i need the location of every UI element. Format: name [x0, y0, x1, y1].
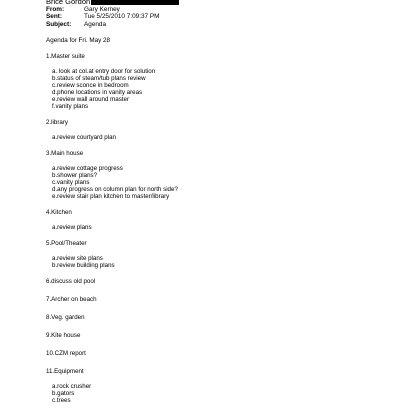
section-title: 8.Veg. garden: [46, 314, 85, 321]
section-title: 10.CZM report: [46, 350, 86, 357]
sent-label: Sent:: [46, 13, 62, 21]
agenda-section: [46, 278, 178, 285]
agenda-item: a.review plans: [52, 224, 92, 231]
section-items: [46, 68, 178, 110]
agenda-item: c.trees: [52, 397, 71, 404]
from-label: From:: [46, 6, 65, 13]
section-items: [46, 165, 178, 200]
section-title: 1.Master suite: [46, 53, 85, 60]
section-title: 2.library: [46, 119, 69, 126]
from-row: [46, 6, 159, 13]
recipient-name: Brice Gordon: [46, 0, 91, 6]
section-title: 3.Main house: [46, 150, 84, 157]
agenda-section: [46, 240, 178, 269]
agenda-item: f.vanity plans: [52, 103, 89, 110]
section-title: 4.Kitchen: [46, 209, 72, 216]
agenda-sections: [46, 53, 178, 413]
agenda-section: [46, 150, 178, 200]
section-title: 9.Kite house: [46, 332, 81, 339]
agenda-item: d.any progress on column plan for north side?: [52, 186, 178, 193]
section-items: [46, 134, 178, 141]
sent-row: [46, 13, 159, 20]
section-title: 11.Equipment: [46, 368, 84, 375]
agenda-item: c.review sconce in bedroom: [52, 82, 129, 89]
agenda-item: a.review site plans: [52, 255, 103, 262]
agenda-item: b.shower plans?: [52, 172, 98, 179]
sent-value: Tue 5/25/2010 7:09:37 PM: [84, 13, 160, 21]
agenda-item: a.rock crusher: [52, 383, 92, 390]
subject-row: [46, 21, 159, 28]
agenda-section: [46, 350, 178, 357]
agenda-item: e.review wall around master: [52, 96, 130, 103]
agenda-title: Agenda for Fri. May 28: [46, 37, 111, 44]
subject-label: Subject:: [46, 20, 72, 28]
agenda-item: a.review cottage progress: [52, 165, 123, 172]
agenda-section: [46, 314, 178, 321]
agenda-item: e.review stair plan kitchen to master/library: [52, 193, 170, 200]
redaction-bar: [91, 0, 179, 5]
email-header: [46, 6, 159, 28]
agenda-section: [46, 332, 178, 339]
agenda-item: c.vanity plans: [52, 179, 90, 186]
section-title: 7.Archer on beach: [46, 296, 97, 303]
section-title: 5.Pool/Theater: [46, 240, 87, 247]
from-value: Gary Kerney: [84, 6, 120, 13]
agenda-item: a.review courtyard plan: [52, 134, 116, 141]
agenda-section: [46, 296, 178, 303]
section-items: [46, 224, 178, 231]
agenda-section: [46, 53, 178, 110]
agenda-item: a. look at col.at entry door for solution: [52, 68, 156, 75]
agenda-section: [46, 119, 178, 141]
agenda-item: b.gators: [52, 390, 75, 397]
agenda-section: [46, 368, 178, 404]
section-items: [46, 255, 178, 269]
agenda-item: b.review building plans: [52, 262, 115, 269]
agenda-section: [46, 209, 178, 231]
agenda-item: b.status of steam/tub plans review: [52, 75, 146, 82]
section-items: [46, 383, 178, 404]
agenda-item: d.phone locations in vanity areas: [52, 89, 143, 96]
subject-value: Agenda: [84, 20, 107, 28]
section-title: 6.discuss old pool: [46, 278, 96, 285]
